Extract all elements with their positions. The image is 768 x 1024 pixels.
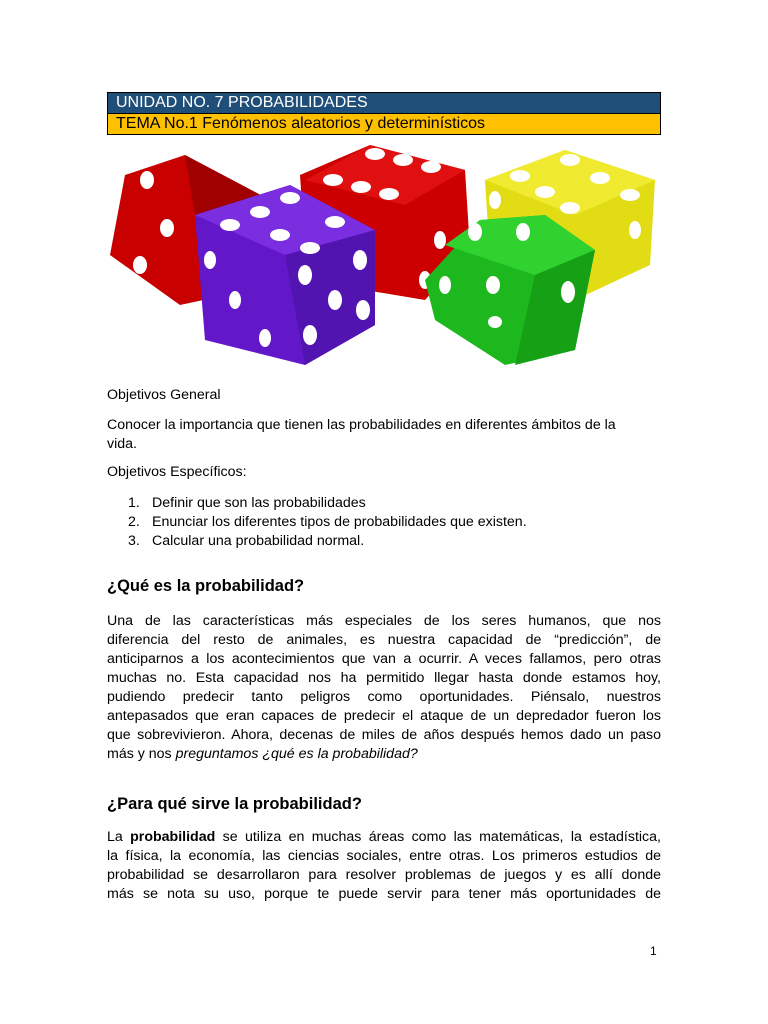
paragraph-italic: preguntamos ¿qué es la probabilidad?: [175, 746, 418, 762]
section1-paragraph: [107, 612, 661, 764]
specific-objectives-heading: Objetivos Específicos:: [107, 464, 247, 480]
specific-objectives-list: [107, 494, 527, 551]
dice-illustration: [105, 140, 665, 375]
list-text: Calcular una probabilidad normal.: [152, 533, 365, 549]
paragraph-line: la física, la economía, las ciencias sociales, entre otras. Los primeros estudios de: [107, 848, 661, 864]
list-number: 1.: [128, 495, 140, 511]
topic-title: TEMA No.1 Fenómenos aleatorios y determinísticos: [107, 113, 661, 135]
paragraph-line: que sobrevivieron. Ahora, decenas de miles de años después hemos dado un paso: [107, 727, 661, 743]
paragraph-line: antepasados que eran capaces de predecir el ataque de un depredador fueron los: [107, 708, 661, 724]
general-objectives-text: [107, 416, 661, 454]
list-text: Definir que son las probabilidades: [152, 495, 366, 511]
section2-paragraph: [107, 828, 661, 904]
list-item: [107, 494, 527, 513]
paragraph-text: más y nos: [107, 746, 176, 762]
paragraph-line: más se nota su uso, porque te puede servir para tener más oportunidades de: [107, 886, 661, 902]
list-item: [107, 513, 527, 532]
general-objectives-heading: Objetivos General: [107, 387, 221, 403]
paragraph-line: muchas no. Esta capacidad nos ha permitido llegar hasta donde estamos hoy,: [107, 670, 661, 686]
list-text: Enunciar los diferentes tipos de probabilidades que existen.: [152, 514, 527, 530]
paragraph-line: pudiendo predecir tanto peligros como oportunidades. Piénsalo, nuestros: [107, 689, 661, 705]
paragraph-line: diferencia del resto de animales, es nuestra capacidad de “predicción”, de: [107, 632, 661, 648]
unit-header: [107, 92, 661, 135]
general-objectives-line: vida.: [107, 436, 137, 452]
section-title: ¿Qué es la probabilidad?: [107, 577, 305, 595]
page-number: 1: [650, 944, 657, 958]
paragraph-first-line: [107, 828, 661, 847]
paragraph-line: probabilidad se desarrollaron para resolver problemas de juegos y es allí donde: [107, 867, 661, 883]
bold-term: probabilidad: [130, 829, 216, 845]
general-objectives-line: Conocer la importancia que tienen las probabilidades en diferentes ámbitos de la: [107, 417, 616, 433]
paragraph-line: Una de las características más especiales de los seres humanos, que nos: [107, 613, 661, 629]
unit-title: UNIDAD NO. 7 PROBABILIDADES: [107, 92, 661, 113]
list-number: 3.: [128, 533, 140, 549]
paragraph-text: se utiliza en muchas áreas como las matemáticas, la estadística,: [215, 829, 661, 845]
paragraph-last-line: [107, 745, 661, 764]
list-item: [107, 532, 527, 551]
list-number: 2.: [128, 514, 140, 530]
paragraph-text: La: [107, 829, 131, 845]
paragraph-line: anticiparnos a los acontecimientos que van a ocurrir. A veces fallamos, pero otras: [107, 651, 661, 667]
section-title: ¿Para qué sirve la probabilidad?: [107, 795, 362, 813]
